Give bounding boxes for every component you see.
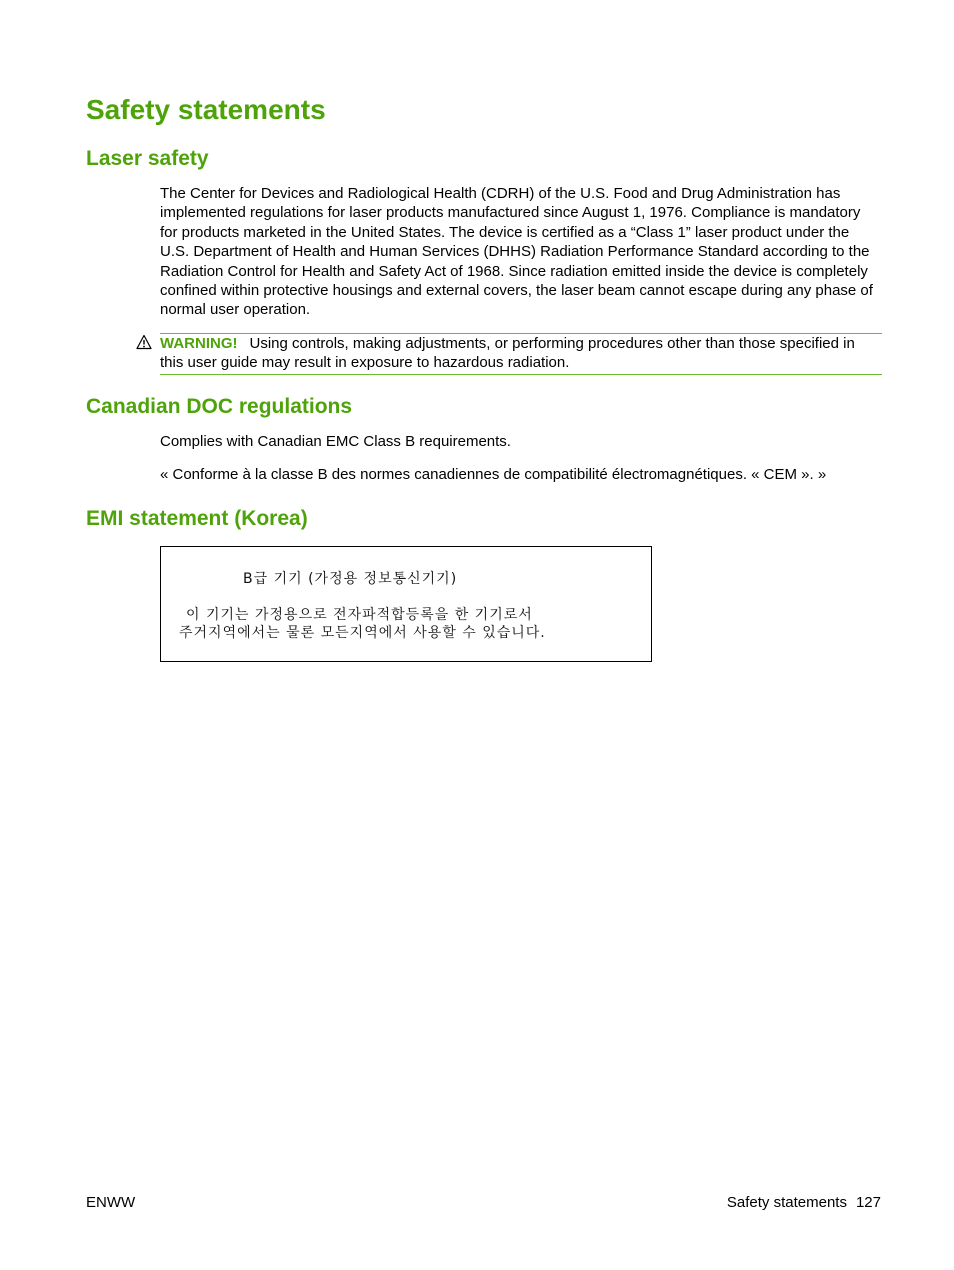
footer-page-number: 127 <box>855 1194 881 1211</box>
laser-safety-heading: Laser safety <box>86 147 209 170</box>
canadian-doc-paragraph-en: Complies with Canadian EMC Class B requirements. <box>160 433 511 450</box>
korea-statement-line-1: 이 기기는 가정용으로 전자파적합등록을 한 기기로서 <box>186 607 533 623</box>
footer-left-label: ENWW <box>86 1194 136 1211</box>
canadian-doc-paragraph-fr: « Conforme à la classe B des normes canadiennes de compatibilité électromagnétiques. « CEM ». » <box>160 466 827 483</box>
footer-section-title: Safety statements <box>726 1194 847 1211</box>
korea-class-line: B급 기기 (가정용 정보통신기기) <box>243 571 458 587</box>
canadian-doc-heading: Canadian DOC regulations <box>86 395 353 418</box>
footer-right <box>727 1194 881 1211</box>
emi-korea-heading: EMI statement (Korea) <box>86 507 308 530</box>
warning-triangle-icon <box>136 334 152 350</box>
laser-safety-paragraph: The Center for Devices and Radiological Health (CDRH) of the U.S. Food and Drug Administration has implemented regulations for laser products manufactured since August 1, 1976. Compliance is mandatory for products marketed in the United States. The device is certified as a “Class 1” laser product under the U.S. Department of Health and Human Services (DHHS) Radiation Performance Standard according to the Radiation Control for Health and Safety Act of 1968. Since radiation emitted inside the device is completely confined within protective housings and external covers, the laser beam cannot escape during any phase of normal user operation. <box>160 185 873 319</box>
warning-note <box>160 333 882 375</box>
warning-text: Using controls, making adjustments, or performing procedures other than those specified in this user guide may result in exposure to hazardous radiation. <box>160 335 855 372</box>
warning-label: WARNING! <box>160 335 238 352</box>
korea-emi-statement-box <box>160 546 652 662</box>
page-title: Safety statements <box>86 94 326 125</box>
korea-statement-line-2: 주거지역에서는 물론 모든지역에서 사용할 수 있습니다. <box>179 625 546 641</box>
